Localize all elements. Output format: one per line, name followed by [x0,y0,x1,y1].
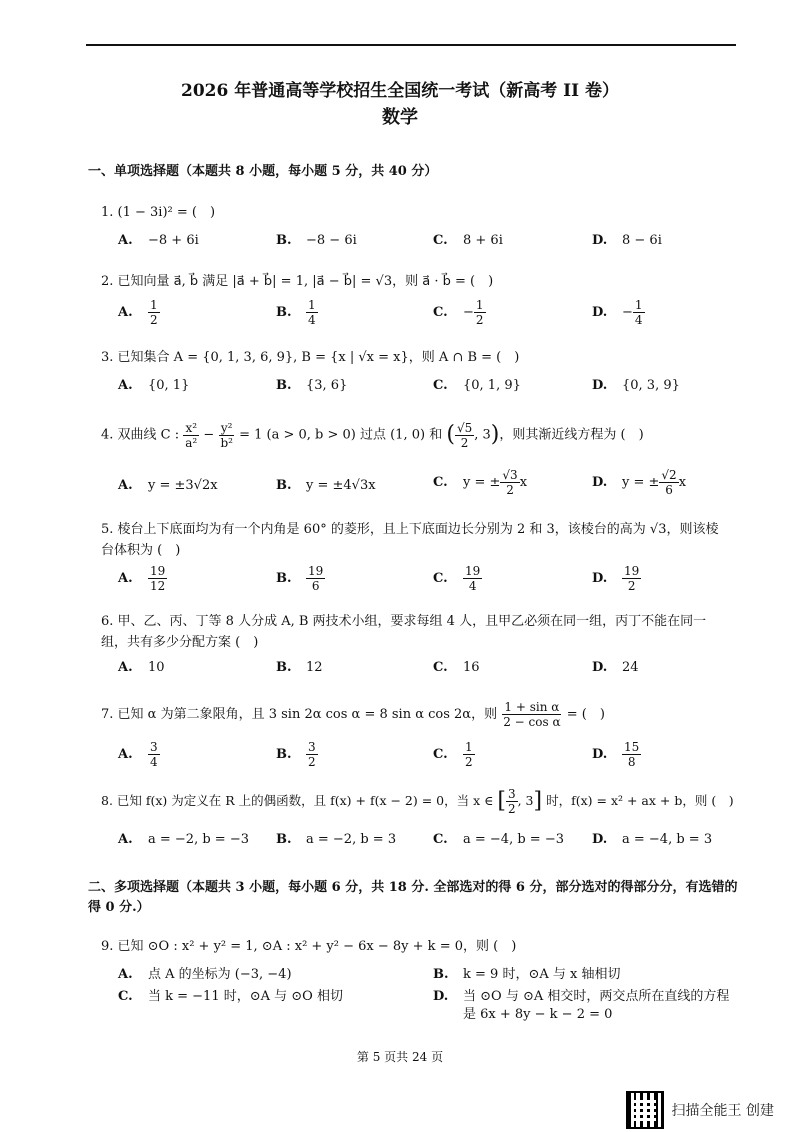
q4-option-b: B. y = ±4√3x [276,478,376,493]
q7-option-c: C. $\frac{1}{2}$ [433,740,473,769]
question-1-stem: 1. (1 − 3i)² = ( ) [101,205,216,220]
q8-option-a: A. a = −2, b = −3 [118,832,249,847]
question-7-stem: 7. 已知 α 为第二象限角，且 3 sin 2α cos α = 8 sin α cos 2α，则 $\frac{\text{1 + sin α}}{\text{2 − cos α}}$ = ( ) [101,700,605,729]
q5-option-c: C. $\frac{19}{4}$ [433,564,481,593]
q4-option-a: A. y = ±3√2x [118,478,218,493]
q3-option-b: B. {3, 6} [276,378,348,393]
q5-option-a: A. $\frac{19}{12}$ [118,564,166,593]
q6-option-b: B. 12 [276,660,323,675]
subject-title: 数学 [382,107,418,128]
question-8-stem: 8. 已知 f(x) 为定义在 R 上的偶函数，且 f(x) + f(x − 2) = 0，当 x ∈ [ $\frac{3}{2}$ , 3] 时，f(x) = x² + ax + b，则 ( ) [101,787,734,816]
q8-option-b: B. a = −2, b = 3 [276,832,397,847]
q2-option-c: C. − $\frac{1}{2}$ [433,298,484,327]
section-heading-multiple-choice: 二、多项选择题（本题共 3 小题，每小题 6 分，共 18 分. 全部选对的得 6 分，部分选对的得部分分，有选错的得 0 分.） [88,880,738,915]
q2-option-b: B. $\frac{1}{4}$ [276,298,316,327]
question-4-stem: 4. 双曲线 C : $\frac{\text{x²}}{\text{a²}}$ − $\frac{\text{y²}}{\text{b²}}$ = 1 (a > 0, b > 0) 过点 (1, 0) 和 ( $\frac{√5}{2}$ , 3)，则其渐近线方程为 ( ) [101,420,644,450]
q3-option-c: C. {0, 1, 9} [433,378,521,393]
q1-option-d: D. 8 − 6i [592,233,662,248]
question-2-stem: 2. 已知向量 a⃗, b⃗ 满足 |a⃗ + b⃗| = 1, |a⃗ − b⃗| = √3，则 a⃗ · b⃗ = ( ) [101,274,494,289]
q8-option-c: C. a = −4, b = −3 [433,832,564,847]
q4-option-c: C. y = ± $\frac{√3}{2}$ x [433,468,528,497]
q9-option-d: D. 当 ⊙O 与 ⊙A 相交时，两交点所在直线的方程是 6x + 8y − k − 2 = 0 [433,989,730,1022]
q8-option-d: D. a = −4, b = 3 [592,832,713,847]
q4-option-d: D. y = ± $\frac{√2}{6}$ x [592,468,687,497]
q2-option-a: A. $\frac{1}{2}$ [118,298,158,327]
question-3-stem: 3. 已知集合 A = {0, 1, 3, 6, 9}, B = {x | √x = x}，则 A ∩ B = ( ) [101,350,520,365]
qr-code-icon [626,1091,664,1129]
q3-option-a: A. {0, 1} [118,378,190,393]
q6-option-c: C. 16 [433,660,480,675]
q1-option-c: C. 8 + 6i [433,233,503,248]
q5-option-d: D. $\frac{19}{2}$ [592,564,640,593]
watermark-text: 扫描全能王 创建 [671,1103,774,1119]
q1-option-b: B. −8 − 6i [276,233,357,248]
q6-option-d: D. 24 [592,660,639,675]
q3-option-d: D. {0, 3, 9} [592,378,680,393]
q2-option-d: D. − $\frac{1}{4}$ [592,298,643,327]
q7-option-a: A. $\frac{3}{4}$ [118,740,158,769]
page-number: 第 5 页共 24 页 [356,1050,444,1064]
q6-option-a: A. 10 [118,660,165,675]
question-6-stem: 6. 甲、乙、丙、丁等 8 人分成 A, B 两技术小组，要求每组 4 人，且甲乙必须在同一组，丙丁不能在同一组，共有多少分配方案 ( ) [101,614,707,650]
q1-option-a: A. −8 + 6i [118,233,199,248]
q5-option-b: B. $\frac{19}{6}$ [276,564,324,593]
q9-option-c: C. 当 k = −11 时，⊙A 与 ⊙O 相切 [118,989,343,1004]
q9-option-b: B. k = 9 时，⊙A 与 x 轴相切 [433,967,621,982]
exam-title: 2026 年普通高等学校招生全国统一考试（新高考 II 卷） [181,81,619,101]
top-rule [86,44,736,46]
q9-option-a: A. 点 A 的坐标为 (−3, −4) [118,967,292,982]
q7-option-d: D. $\frac{15}{8}$ [592,740,640,769]
question-9-stem: 9. 已知 ⊙O : x² + y² = 1, ⊙A : x² + y² − 6x − 8y + k = 0，则 ( ) [101,939,517,954]
section-heading-single-choice: 一、单项选择题（本题共 8 小题，每小题 5 分，共 40 分） [88,164,438,179]
question-5-stem: 5. 棱台上下底面均为有一个内角是 60° 的菱形，且上下底面边长分别为 2 和 3，该棱台的高为 √3，则该棱台体积为 ( ) [101,522,719,558]
scanner-watermark [626,1091,774,1129]
q7-option-b: B. $\frac{3}{2}$ [276,740,316,769]
